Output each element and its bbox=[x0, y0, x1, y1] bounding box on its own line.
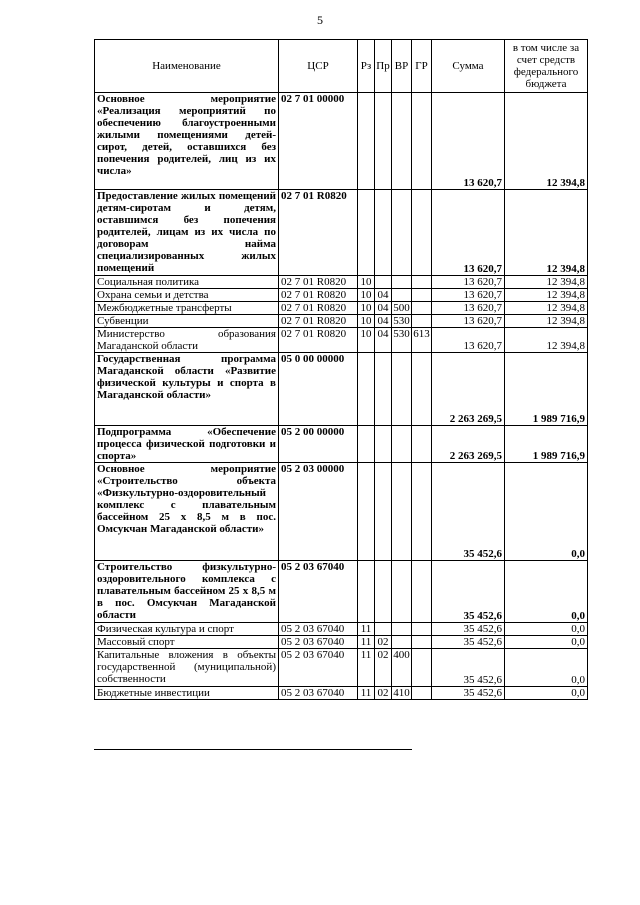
cell-gr bbox=[412, 315, 432, 328]
cell-sum: 13 620,7 bbox=[432, 328, 505, 353]
cell-name: Строительство физкультурно-оздоровительного комплекса с плавательным бассейном 25 х 8,5 м в пос. Омсукчан Магаданской области bbox=[95, 561, 279, 623]
table-row bbox=[95, 276, 588, 289]
header-federal: в том числе за счет средств федерального бюджета bbox=[505, 40, 588, 93]
cell-csr: 05 2 03 67040 bbox=[279, 649, 358, 687]
cell-csr: 02 7 01 R0820 bbox=[279, 328, 358, 353]
table-row bbox=[95, 463, 588, 561]
cell-federal: 0,0 bbox=[505, 649, 588, 687]
cell-csr: 05 2 03 67040 bbox=[279, 636, 358, 649]
cell-name: Подпрограмма «Обеспечение процесса физической подготовки и спорта» bbox=[95, 426, 279, 463]
cell-pr bbox=[375, 623, 392, 636]
cell-vr bbox=[392, 561, 412, 623]
table-row bbox=[95, 302, 588, 315]
cell-gr bbox=[412, 289, 432, 302]
cell-gr bbox=[412, 426, 432, 463]
cell-gr: 613 bbox=[412, 328, 432, 353]
cell-sum: 2 263 269,5 bbox=[432, 426, 505, 463]
cell-federal: 0,0 bbox=[505, 623, 588, 636]
cell-name: Физическая культура и спорт bbox=[95, 623, 279, 636]
cell-vr bbox=[392, 636, 412, 649]
cell-rz: 11 bbox=[358, 649, 375, 687]
cell-vr bbox=[392, 93, 412, 190]
cell-vr bbox=[392, 190, 412, 276]
cell-rz bbox=[358, 463, 375, 561]
cell-csr: 05 2 03 00000 bbox=[279, 463, 358, 561]
cell-name: Основное мероприятие «Реализация мероприятий по обеспечению благоустроенными жилыми помещениями детей-сирот, детей, оставшихся без попечения родителей, лиц из их числа» bbox=[95, 93, 279, 190]
cell-vr bbox=[392, 276, 412, 289]
cell-vr bbox=[392, 289, 412, 302]
table-row bbox=[95, 315, 588, 328]
cell-rz bbox=[358, 93, 375, 190]
cell-sum: 13 620,7 bbox=[432, 93, 505, 190]
table-row bbox=[95, 353, 588, 426]
cell-name: Бюджетные инвестиции bbox=[95, 687, 279, 700]
cell-vr: 410 bbox=[393, 687, 410, 699]
cell-vr bbox=[392, 353, 412, 426]
cell-pr bbox=[375, 561, 392, 623]
cell-federal: 12 394,8 bbox=[505, 93, 588, 190]
cell-sum: 35 452,6 bbox=[432, 561, 505, 623]
cell-vr bbox=[392, 426, 412, 463]
cell-federal: 0,0 bbox=[505, 687, 588, 700]
cell-vr: 530 bbox=[393, 315, 410, 327]
cell-federal: 12 394,8 bbox=[505, 289, 588, 302]
cell-csr: 05 2 03 67040 bbox=[279, 687, 358, 700]
page-number: 5 bbox=[317, 13, 323, 27]
cell-csr: 05 2 00 00000 bbox=[279, 426, 358, 463]
cell-vr: 530 bbox=[392, 328, 412, 353]
cell-rz: 10 bbox=[358, 289, 375, 302]
cell-name: Охрана семьи и детства bbox=[95, 289, 279, 302]
cell-vr: 500 bbox=[393, 302, 410, 314]
cell-csr: 02 7 01 R0820 bbox=[279, 302, 358, 315]
cell-federal: 0,0 bbox=[505, 561, 588, 623]
cell-federal: 12 394,8 bbox=[505, 276, 588, 289]
header-pr: Пр bbox=[375, 40, 392, 93]
cell-rz: 10 bbox=[358, 276, 375, 289]
cell-rz bbox=[358, 190, 375, 276]
cell-name: Предоставление жилых помещений детям-сиротам и детям, оставшимся без попечения родителей, лицам из их числа по договорам найма специализированных жилых помещений bbox=[95, 190, 279, 276]
cell-federal: 1 989 716,9 bbox=[505, 426, 588, 463]
table-row bbox=[95, 190, 588, 276]
budget-table bbox=[94, 39, 588, 700]
cell-gr bbox=[412, 463, 432, 561]
header-sum: Сумма bbox=[432, 40, 505, 93]
cell-sum: 35 452,6 bbox=[432, 636, 505, 649]
cell-name: Массовый спорт bbox=[95, 636, 279, 649]
table-header-row bbox=[95, 40, 588, 93]
cell-rz bbox=[358, 561, 375, 623]
cell-rz: 10 bbox=[358, 315, 375, 328]
header-name: Наименование bbox=[95, 40, 279, 93]
cell-sum: 35 452,6 bbox=[432, 687, 505, 700]
cell-csr: 05 2 03 67040 bbox=[279, 623, 358, 636]
cell-rz bbox=[358, 426, 375, 463]
cell-vr bbox=[392, 463, 412, 561]
cell-sum: 13 620,7 bbox=[432, 276, 505, 289]
cell-rz bbox=[358, 353, 375, 426]
cell-gr bbox=[412, 623, 432, 636]
cell-sum: 35 452,6 bbox=[432, 623, 505, 636]
table-row bbox=[95, 561, 588, 623]
cell-name: Субвенции bbox=[95, 315, 279, 328]
cell-pr: 04 bbox=[375, 289, 392, 302]
cell-gr bbox=[412, 649, 432, 687]
cell-federal: 12 394,8 bbox=[505, 302, 588, 315]
table-row bbox=[95, 328, 588, 353]
cell-name: Министерство образования Магаданской области bbox=[95, 328, 279, 353]
cell-gr bbox=[412, 687, 432, 700]
cell-rz: 10 bbox=[358, 302, 375, 315]
cell-sum: 35 452,6 bbox=[432, 463, 505, 561]
cell-pr bbox=[375, 426, 392, 463]
table-row bbox=[95, 623, 588, 636]
cell-federal: 12 394,8 bbox=[505, 315, 588, 328]
cell-pr: 04 bbox=[375, 315, 392, 328]
cell-csr: 05 2 03 67040 bbox=[279, 561, 358, 623]
table-row bbox=[95, 687, 588, 700]
cell-gr bbox=[412, 561, 432, 623]
cell-csr: 02 7 01 00000 bbox=[279, 93, 358, 190]
cell-name: Государственная программа Магаданской области «Развитие физической культуры и спорта в Магаданской области» bbox=[95, 353, 279, 426]
cell-rz: 11 bbox=[358, 623, 375, 636]
cell-csr: 02 7 01 R0820 bbox=[279, 190, 358, 276]
cell-csr: 02 7 01 R0820 bbox=[279, 276, 358, 289]
cell-pr: 04 bbox=[375, 328, 392, 353]
cell-gr bbox=[412, 190, 432, 276]
cell-rz: 11 bbox=[358, 687, 375, 700]
cell-vr: 400 bbox=[392, 649, 412, 687]
cell-pr bbox=[375, 93, 392, 190]
cell-federal: 0,0 bbox=[505, 636, 588, 649]
footer-divider bbox=[94, 749, 412, 750]
cell-name: Межбюджетные трансферты bbox=[95, 302, 279, 315]
cell-federal: 12 394,8 bbox=[505, 328, 588, 353]
cell-federal: 1 989 716,9 bbox=[505, 353, 588, 426]
cell-rz: 11 bbox=[358, 636, 375, 649]
header-vr: ВР bbox=[392, 40, 412, 93]
header-csr: ЦСР bbox=[279, 40, 358, 93]
cell-csr: 02 7 01 R0820 bbox=[279, 289, 358, 302]
cell-pr: 02 bbox=[375, 636, 392, 649]
cell-gr bbox=[412, 636, 432, 649]
cell-pr bbox=[375, 190, 392, 276]
table-row bbox=[95, 426, 588, 463]
header-rz: Рз bbox=[358, 40, 375, 93]
header-gr: ГР bbox=[412, 40, 432, 93]
cell-pr: 04 bbox=[375, 302, 392, 315]
table-row bbox=[95, 636, 588, 649]
cell-sum: 13 620,7 bbox=[432, 302, 505, 315]
cell-vr bbox=[392, 623, 412, 636]
cell-pr: 02 bbox=[375, 687, 392, 700]
cell-sum: 13 620,7 bbox=[432, 190, 505, 276]
cell-name: Социальная политика bbox=[95, 276, 279, 289]
cell-sum: 13 620,7 bbox=[432, 289, 505, 302]
table-row bbox=[95, 93, 588, 190]
cell-sum: 13 620,7 bbox=[432, 315, 505, 328]
cell-pr bbox=[375, 353, 392, 426]
table-row bbox=[95, 289, 588, 302]
cell-gr bbox=[412, 302, 432, 315]
cell-name: Основное мероприятие «Строительство объекта «Физкультурно-оздоровительный комплекс с плавательным бассейном 25 х 8,5 м в пос. Омсукчан Магаданской области» bbox=[95, 463, 279, 561]
cell-federal: 12 394,8 bbox=[505, 190, 588, 276]
cell-csr: 02 7 01 R0820 bbox=[279, 315, 358, 328]
cell-csr: 05 0 00 00000 bbox=[279, 353, 358, 426]
cell-sum: 2 263 269,5 bbox=[432, 353, 505, 426]
cell-pr bbox=[375, 276, 392, 289]
cell-name: Капитальные вложения в объекты государственной (муниципальной) собственности bbox=[95, 649, 279, 687]
cell-gr bbox=[412, 276, 432, 289]
cell-rz: 10 bbox=[358, 328, 375, 353]
table-row bbox=[95, 649, 588, 687]
cell-sum: 35 452,6 bbox=[432, 649, 505, 687]
cell-gr bbox=[412, 353, 432, 426]
cell-pr bbox=[375, 463, 392, 561]
cell-federal: 0,0 bbox=[505, 463, 588, 561]
cell-pr: 02 bbox=[375, 649, 392, 687]
cell-gr bbox=[412, 93, 432, 190]
